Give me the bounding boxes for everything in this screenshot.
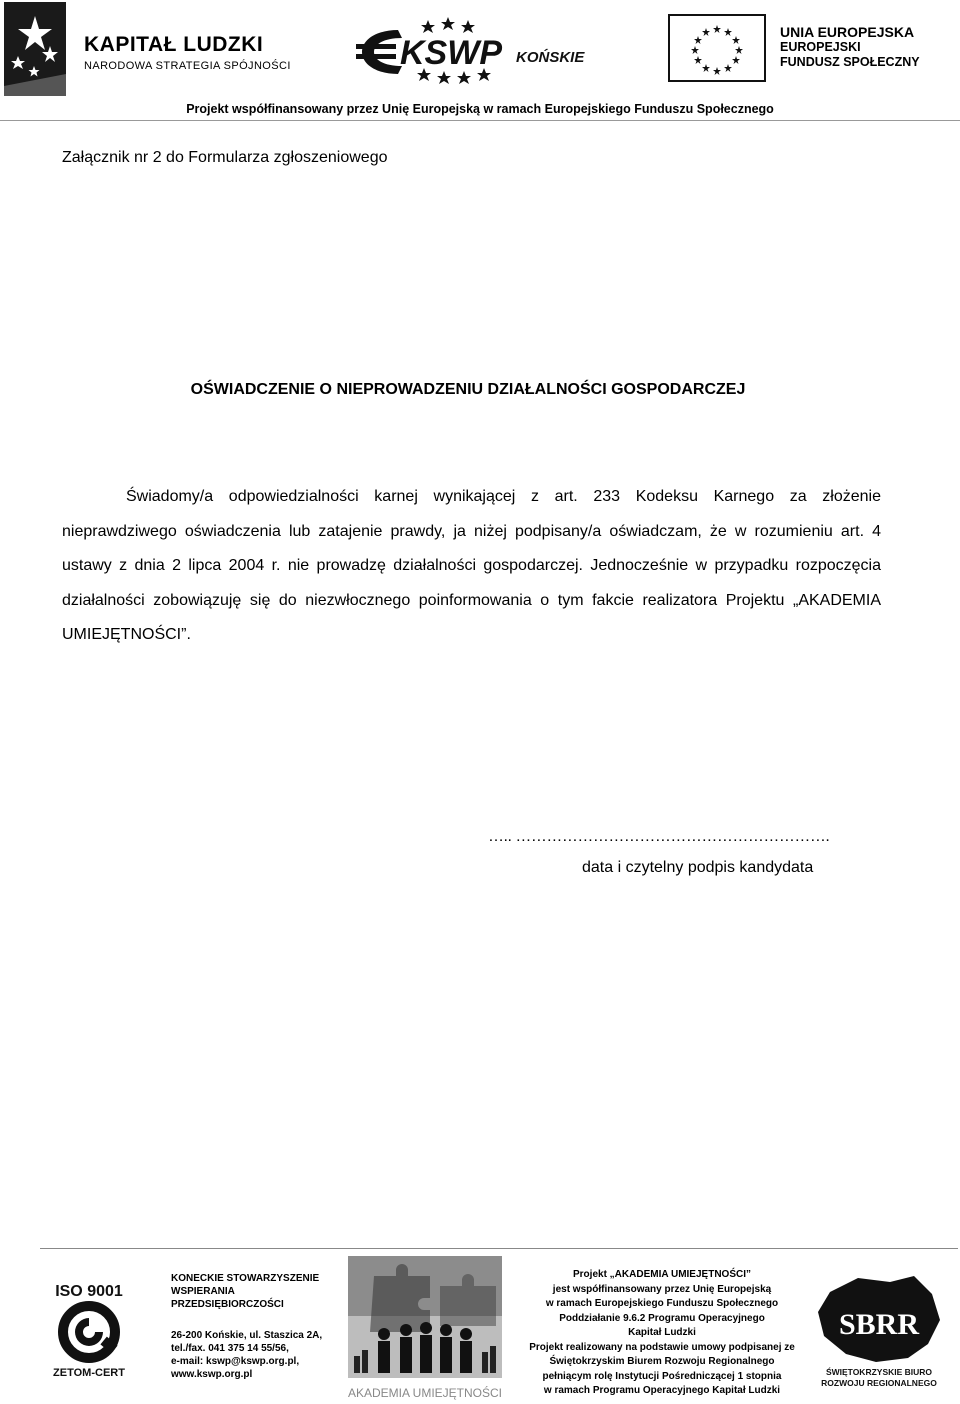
eu-line-3: FUNDUSZ SPOŁECZNY	[780, 55, 920, 69]
iso-label: ISO 9001	[55, 1283, 123, 1300]
address-line-1: 26-200 Końskie, ul. Staszica 2A,	[171, 1330, 323, 1341]
project-line: jest współfinansowany przez Unię Europejską	[552, 1283, 772, 1295]
address-line-4: www.kswp.org.pl	[171, 1369, 253, 1380]
project-line: w ramach Europejskiego Funduszu Społecznego	[545, 1298, 779, 1309]
project-line: Poddziałanie 9.6.2 Programu Operacyjnego	[559, 1312, 765, 1324]
iso-9001-logo-icon	[40, 1278, 138, 1382]
project-info	[516, 1268, 808, 1399]
signature-line: ….. …………………………………………………….	[488, 828, 830, 845]
project-line: Kapitał Ludzki	[628, 1327, 696, 1338]
signature-label: data i czytelny podpis kandydata	[582, 859, 814, 876]
sbrr-sub-2: ROZWOJU REGIONALNEGO	[821, 1378, 937, 1388]
org-name-line-1: KONECKIE STOWARZYSZENIE	[171, 1273, 320, 1284]
sbrr-logo-icon	[812, 1274, 946, 1390]
iso-cert: ZETOM-CERT	[53, 1367, 125, 1379]
project-line: Projekt realizowany na podstawie umowy podpisanej ze	[529, 1341, 795, 1353]
footer-divider	[40, 1248, 958, 1249]
eu-wordmark	[780, 25, 920, 70]
address-line-3: e-mail: kswp@kswp.org.pl,	[171, 1356, 300, 1367]
kapital-ludzki-subtitle: NARODOWA STRATEGIA SPÓJNOŚCI	[84, 60, 291, 72]
header-caption: Projekt współfinansowany przez Unię Europejską w ramach Europejskiego Funduszu Społecznego	[186, 102, 774, 116]
statement-paragraph: Świadomy/a odpowiedzialności karnej wynikającej z art. 233 Kodeksu Karnego za złożenie nieprawdziwego oświadczenia lub zatajenie prawdy, ja niżej podpisany/a oświadczam, że w rozumieniu art. 4 ustawy z dnia 2 lipca 2004 r. nie prowadzę działalności gospodarczej. Jednocześnie w przypadku rozpoczęcia działalności zobowiązuję się do niezwłocznego poinformowania o tym fakcie realizatora Projektu „AKADEMIA UMIEJĘTNOŚCI”.	[62, 488, 881, 643]
akademia-label: AKADEMIA UMIEJĘTNOŚCI	[347, 1386, 503, 1400]
organization-contact	[171, 1272, 322, 1381]
sbrr-label: SBRR	[838, 1308, 920, 1341]
project-line: Świętokrzyskim Biurem Rozwoju Regionalnego	[549, 1356, 775, 1367]
address-line-2: tel./fax. 041 375 14 55/56,	[171, 1343, 289, 1354]
kapital-ludzki-wordmark	[84, 34, 291, 72]
eu-flag-icon	[668, 14, 766, 82]
project-line: pełniącym rolę Instytucji Pośredniczącej 1 stopnia	[542, 1370, 782, 1382]
attachment-label: Załącznik nr 2 do Formularza zgłoszeniowego	[62, 149, 388, 166]
kswp-logo-icon	[356, 16, 586, 86]
kswp-name: KSWP	[400, 34, 502, 72]
sbrr-sub-1: ŚWIĘTOKRZYSKIE BIURO	[825, 1367, 933, 1377]
eu-line-1: UNIA EUROPEJSKA	[780, 24, 915, 40]
project-line: w ramach Programu Operacyjnego Kapitał Ludzki	[543, 1385, 781, 1396]
eu-line-2: EUROPEJSKI	[780, 40, 861, 54]
kapital-ludzki-title: KAPITAŁ LUDZKI	[84, 33, 264, 56]
akademia-umiejetnosci-logo-icon	[344, 1256, 506, 1402]
kapital-ludzki-logo-icon	[4, 2, 66, 96]
org-name-line-2: WSPIERANIA	[171, 1286, 235, 1297]
project-line: Projekt „AKADEMIA UMIEJĘTNOŚCI”	[573, 1269, 751, 1280]
document-title: OŚWIADCZENIE O NIEPROWADZENIU DZIAŁALNOŚCI GOSPODARCZEJ	[190, 381, 746, 398]
header-divider	[0, 120, 960, 121]
org-name-line-3: PRZEDSIĘBIORCZOŚCI	[171, 1299, 284, 1310]
page-header	[0, 0, 960, 122]
kswp-city: KOŃSKIE	[516, 49, 585, 66]
